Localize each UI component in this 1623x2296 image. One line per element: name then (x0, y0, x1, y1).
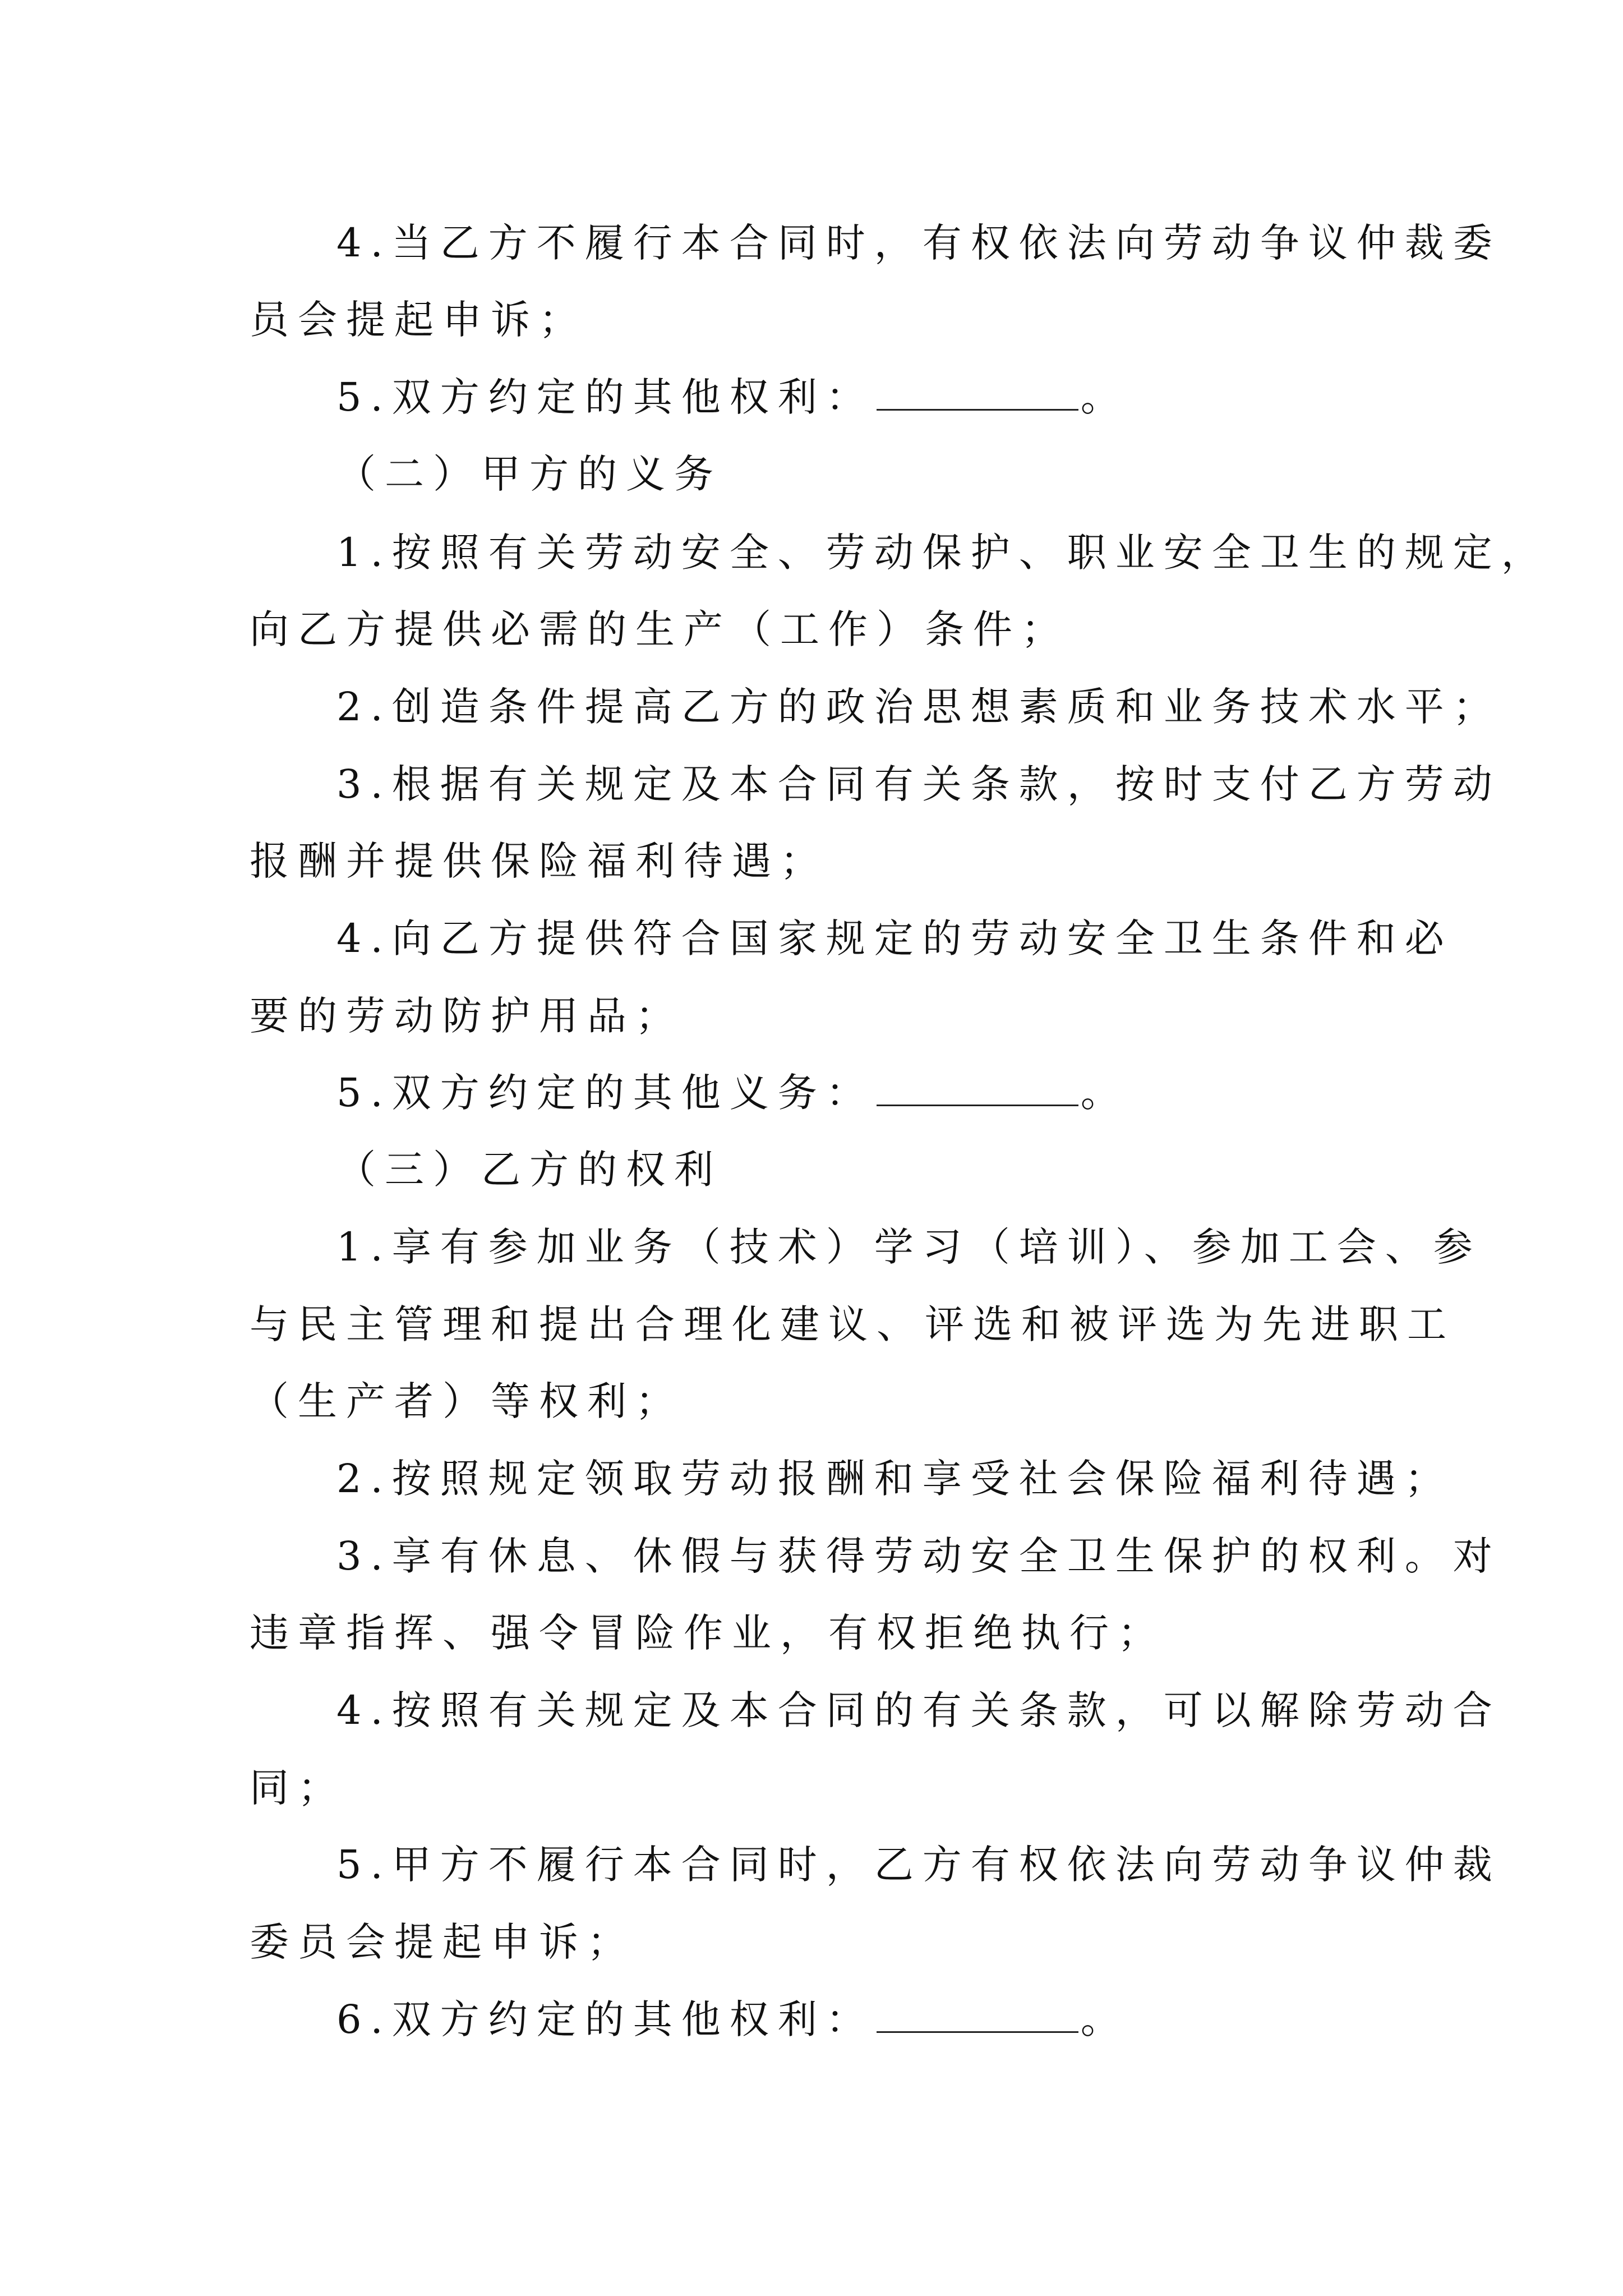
party-a-right-4-line-1: 4.当乙方不履行本合同时，有权依法向劳动争议仲裁委 (336, 220, 1501, 266)
fill-in-blank (877, 1998, 1078, 2033)
party-b-right-1-line-3: （生产者）等权利； (250, 1378, 684, 1424)
party-a-right-4-line-2: 员会提起申诉； (250, 297, 587, 343)
party-a-right-5-text: 5.双方约定的其他权利： (336, 374, 874, 420)
section-heading-party-a-obligations: （二）甲方的义务 (336, 451, 722, 497)
party-a-obligation-3-line-2: 报酬并提供保险福利待遇； (250, 838, 828, 884)
party-b-right-1-line-1: 1.享有参加业务（技术）学习（培训）、参加工会、参 (336, 1224, 1482, 1270)
party-a-obligation-4-line-1: 4.向乙方提供符合国家规定的劳动安全卫生条件和必 (336, 915, 1453, 961)
party-b-right-5-line-2: 委员会提起申诉； (250, 1919, 635, 1965)
party-a-obligation-5-text: 5.双方约定的其他义务： (336, 1070, 874, 1116)
party-b-right-3-line-2: 违章指挥、强令冒险作业，有权拒绝执行； (250, 1610, 1166, 1656)
party-b-right-4-line-2: 同； (250, 1765, 346, 1811)
party-a-obligation-4-line-2: 要的劳动防护用品； (250, 993, 684, 1039)
party-b-right-6-text: 6.双方约定的其他权利： (336, 1996, 874, 2042)
party-b-right-3-line-1: 3.享有休息、休假与获得劳动安全卫生保护的权利。对 (336, 1533, 1501, 1579)
party-b-right-2: 2.按照规定领取劳动报酬和享受社会保险福利待遇； (336, 1456, 1453, 1502)
party-a-obligation-2: 2.创造条件提高乙方的政治思想素质和业务技术水平； (336, 684, 1501, 730)
section-heading-party-b-rights: （三）乙方的权利 (336, 1147, 722, 1193)
party-a-obligation-3-line-1: 3.根据有关规定及本合同有关条款，按时支付乙方劳动 (336, 761, 1501, 807)
party-a-obligation-5-end: 。 (1080, 1070, 1129, 1116)
party-a-obligation-1-line-2: 向乙方提供必需的生产（工作）条件； (250, 606, 1069, 652)
party-b-right-6 (336, 1994, 1129, 2045)
party-a-obligation-1-line-1: 1.按照有关劳动安全、劳动保护、职业安全卫生的规定， (336, 530, 1550, 576)
party-b-right-6-end: 。 (1080, 1996, 1129, 2042)
party-b-right-4-line-1: 4.按照有关规定及本合同的有关条款，可以解除劳动合 (336, 1687, 1501, 1733)
party-b-right-1-line-2: 与民主管理和提出合理化建议、评选和被评选为先进职工 (250, 1301, 1455, 1347)
party-b-right-5-line-1: 5.甲方不履行本合同时，乙方有权依法向劳动争议仲裁 (336, 1842, 1501, 1888)
party-a-obligation-5 (336, 1068, 1129, 1118)
fill-in-blank (877, 1071, 1078, 1106)
fill-in-blank (877, 375, 1078, 411)
party-a-right-5 (336, 372, 1129, 422)
party-a-right-5-end: 。 (1080, 374, 1129, 420)
